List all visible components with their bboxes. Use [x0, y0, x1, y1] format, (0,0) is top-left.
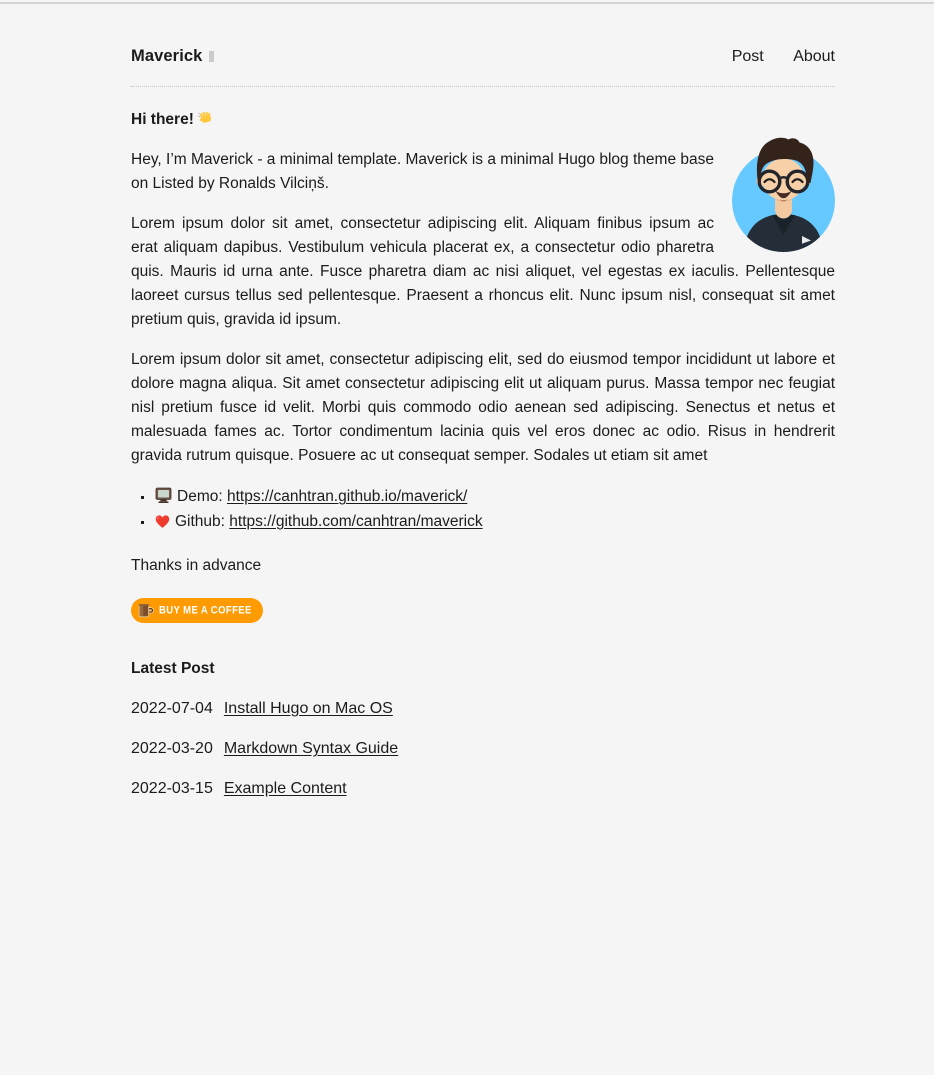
profile-avatar	[732, 136, 835, 252]
github-link[interactable]: https://github.com/canhtran/maverick	[229, 513, 483, 530]
post-link-markdown-syntax[interactable]: Markdown Syntax Guide	[223, 740, 399, 757]
waving-hand-icon	[197, 110, 214, 127]
thanks-text: Thanks in advance	[131, 557, 262, 574]
post-date: 2022-03-20	[131, 740, 213, 757]
post-link-install-hugo[interactable]: Install Hugo on Mac OS	[223, 700, 393, 717]
list-item-github	[154, 509, 835, 534]
site-title-wrap	[131, 47, 214, 66]
top-divider	[0, 2, 934, 4]
post-date: 2022-07-04	[131, 700, 213, 717]
nav-link-about[interactable]: About	[793, 47, 835, 65]
site-nav	[707, 48, 835, 66]
post-row	[131, 777, 835, 801]
blinking-cursor-block	[209, 51, 214, 62]
coffee-mug-icon	[136, 601, 155, 620]
post-row	[131, 737, 835, 761]
intro-paragraph: Hey, I’m Maverick - a minimal template. Maverick is a minimal Hugo blog theme base on Listed by Ronalds Vilciņš.	[131, 151, 714, 192]
site-title-link[interactable]: Maverick	[131, 47, 203, 65]
desktop-computer-icon	[154, 486, 173, 505]
demo-label: Demo:	[177, 488, 223, 505]
content-container	[131, 0, 835, 817]
buy-me-a-coffee-button[interactable]	[131, 598, 263, 623]
lorem-paragraph-1: Lorem ipsum dolor sit amet, consectetur adipiscing elit. Aliquam finibus ipsum ac erat aliquam dapibus. Vestibulum vehicula placerat ex, a consectetur odio pharetra quis. Mauris id urna ante. Fusce pharetra diam ac nisi aliquet, vel egestas ex iaculis. Pellentesque laoreet cursus tellus sed pellentesque. Praesent a rhoncus elit. Nunc ipsum nisl, consequat sit amet pretium quis, gravida id ipsum.	[131, 215, 835, 328]
nav-link-post[interactable]: Post	[731, 47, 764, 65]
resource-list	[131, 484, 835, 534]
latest-post-heading: Latest Post	[131, 660, 215, 677]
greeting-text: Hi there!	[131, 111, 194, 128]
post-link-example-content[interactable]: Example Content	[223, 780, 347, 797]
post-row	[131, 697, 835, 721]
lorem-paragraph-2: Lorem ipsum dolor sit amet, consectetur adipiscing elit, sed do eiusmod tempor incididunt ut labore et dolore magna aliqua. Sit amet consectetur adipiscing elit ut aliquam purus. Massa tempor nec feugiat nisl pretium fusce id velit. Morbi quis commodo odio aenean sed adipiscing. Senectus et netus et malesuada fames ac. Tortor condimentum lacinia quis vel eros donec ac odio. Risus in hendrerit gravida rutrum quisque. Posuere ac ut consequat semper. Sodales ut etiam sit amet	[131, 351, 835, 464]
red-heart-icon	[154, 513, 171, 530]
site-header	[131, 47, 835, 66]
avatar-man-glasses-icon	[732, 136, 835, 252]
github-label: Github:	[175, 513, 225, 530]
about-section	[131, 108, 835, 817]
list-item-demo	[154, 484, 835, 509]
buy-me-a-coffee-label: BUY ME A COFFEE	[159, 604, 252, 617]
post-date: 2022-03-15	[131, 780, 213, 797]
greeting-heading	[131, 108, 835, 132]
header-divider	[131, 86, 835, 87]
demo-link[interactable]: https://canhtran.github.io/maverick/	[226, 488, 468, 505]
